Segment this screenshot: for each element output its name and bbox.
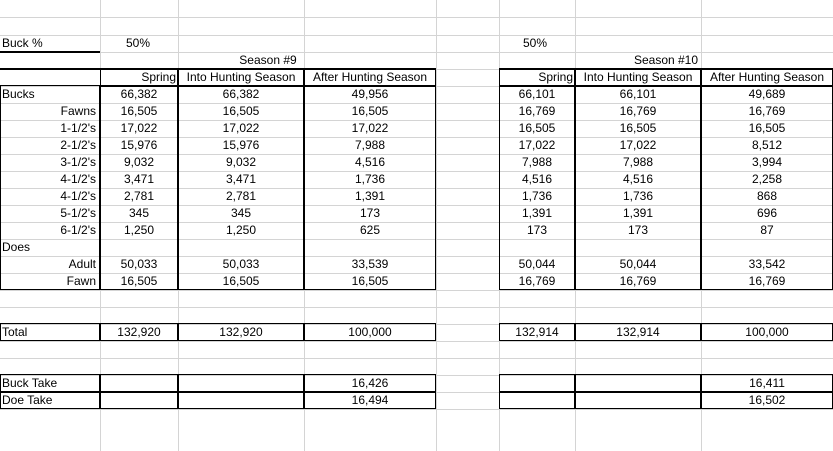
season9-spring-cell[interactable]: 2,781: [123, 189, 155, 203]
season10-spring-cell[interactable]: 16,769: [518, 274, 556, 288]
season9-buck-take[interactable]: 16,426: [351, 376, 389, 390]
season10-spring-cell[interactable]: 173: [526, 223, 548, 237]
season9-into-hunting-cell[interactable]: 16,505: [222, 104, 260, 118]
row-label[interactable]: Adult: [68, 257, 96, 271]
season10-after-hunting-cell[interactable]: [701, 239, 833, 256]
season10-into-hunting-cell[interactable]: 173: [627, 223, 649, 237]
buck-pct-season9[interactable]: 50%: [126, 36, 151, 50]
season10-after-hunting-cell[interactable]: 16,769: [748, 104, 786, 118]
season10-spring-cell[interactable]: 7,988: [521, 155, 553, 169]
season10-spring-cell[interactable]: 66,101: [518, 87, 556, 101]
season10-spring-cell[interactable]: [499, 239, 575, 256]
season10-into-hunting-cell[interactable]: 4,516: [622, 172, 654, 186]
season9-after-hunting-cell[interactable]: 17,022: [351, 121, 389, 135]
season9-after-hunting-cell[interactable]: 4,516: [354, 155, 386, 169]
row-label[interactable]: Fawn: [66, 274, 96, 288]
doe-take-label[interactable]: Doe Take: [2, 393, 53, 407]
season9-after-hunting-cell[interactable]: 7,988: [354, 138, 386, 152]
season10-into-hunting-cell[interactable]: 7,988: [622, 155, 654, 169]
season9-total-after-hunting[interactable]: 100,000: [348, 325, 392, 339]
season10-into-hunting-cell[interactable]: 66,101: [619, 87, 657, 101]
season10-header-spring: Spring: [538, 70, 573, 84]
season9-into-hunting-cell[interactable]: 15,976: [222, 138, 260, 152]
season9-header-after-hunting: After Hunting Season: [312, 70, 428, 84]
season10-after-hunting-cell[interactable]: 2,258: [751, 172, 783, 186]
season10-after-hunting-cell[interactable]: 696: [756, 206, 778, 220]
season9-into-hunting-cell[interactable]: 2,781: [225, 189, 257, 203]
row-label[interactable]: 3-1/2's: [60, 155, 96, 169]
season9-spring-cell[interactable]: 66,382: [120, 87, 158, 101]
season10-after-hunting-cell[interactable]: 16,505: [748, 121, 786, 135]
season9-into-hunting-cell[interactable]: 9,032: [225, 155, 257, 169]
season9-spring-cell[interactable]: [100, 239, 178, 256]
season9-header-into-hunting: Into Hunting Season: [186, 70, 296, 84]
season9-spring-cell[interactable]: 16,505: [120, 274, 158, 288]
season10-after-hunting-cell[interactable]: 16,769: [748, 274, 786, 288]
season10-spring-cell[interactable]: 50,044: [518, 257, 556, 271]
season9-total-into-hunting[interactable]: 132,920: [219, 325, 263, 339]
row-label[interactable]: Does: [2, 240, 31, 254]
season9-total-spring[interactable]: 132,920: [117, 325, 161, 339]
season10-into-hunting-cell[interactable]: [575, 239, 701, 256]
season9-after-hunting-cell[interactable]: 16,505: [351, 274, 389, 288]
gridline-horizontal: [0, 341, 833, 342]
season9-spring-cell[interactable]: 1,250: [123, 223, 155, 237]
season9-after-hunting-cell[interactable]: [304, 239, 436, 256]
season9-spring-cell[interactable]: 16,505: [120, 104, 158, 118]
season10-spring-cell[interactable]: 1,391: [521, 206, 553, 220]
season9-into-hunting-cell[interactable]: 3,471: [225, 172, 257, 186]
season9-spring-cell[interactable]: 50,033: [120, 257, 158, 271]
season9-after-hunting-cell[interactable]: 1,736: [354, 172, 386, 186]
season10-into-hunting-cell[interactable]: 50,044: [619, 257, 657, 271]
season9-into-hunting-cell[interactable]: 16,505: [222, 274, 260, 288]
season9-spring-cell[interactable]: 3,471: [123, 172, 155, 186]
season10-title: Season #10: [633, 53, 699, 67]
row-label[interactable]: 1-1/2's: [60, 121, 96, 135]
season10-after-hunting-cell[interactable]: 868: [756, 189, 778, 203]
season9-after-hunting-cell[interactable]: 173: [359, 206, 381, 220]
row-label[interactable]: Bucks: [2, 87, 35, 101]
season10-total-into-hunting[interactable]: 132,914: [616, 325, 660, 339]
row-label[interactable]: 4-1/2's: [60, 189, 96, 203]
row-label[interactable]: 2-1/2's: [60, 138, 96, 152]
season10-into-hunting-cell[interactable]: 1,391: [622, 206, 654, 220]
gridline-horizontal: [0, 290, 833, 291]
gridline-horizontal: [0, 17, 833, 18]
season10-buck-take[interactable]: 16,411: [749, 376, 785, 390]
gridline-horizontal: [0, 409, 833, 410]
season9-into-hunting-cell[interactable]: 50,033: [222, 257, 260, 271]
buck-pct-label[interactable]: Buck %: [2, 36, 43, 50]
season9-spring-cell[interactable]: 345: [128, 206, 150, 220]
season10-after-hunting-cell[interactable]: 33,542: [748, 257, 786, 271]
gridline-horizontal: [0, 358, 833, 359]
season10-after-hunting-cell[interactable]: 8,512: [751, 138, 783, 152]
season10-header-after-hunting: After Hunting Season: [709, 70, 825, 84]
season10-spring-cell[interactable]: 4,516: [521, 172, 553, 186]
gridline-horizontal: [0, 307, 833, 308]
season9-spring-cell[interactable]: 9,032: [123, 155, 155, 169]
season10-after-hunting-cell[interactable]: 49,689: [748, 87, 786, 101]
row-label[interactable]: 5-1/2's: [60, 206, 96, 220]
season10-doe-take[interactable]: 16,502: [748, 393, 786, 407]
season10-into-hunting-cell[interactable]: 1,736: [622, 189, 654, 203]
buck-pct-season10[interactable]: 50%: [523, 36, 548, 50]
season10-spring-cell[interactable]: 16,505: [518, 121, 556, 135]
season10-into-hunting-cell[interactable]: 16,769: [619, 104, 657, 118]
season9-after-hunting-cell[interactable]: 625: [359, 223, 381, 237]
season10-spring-cell[interactable]: 17,022: [518, 138, 556, 152]
season9-into-hunting-cell[interactable]: 17,022: [222, 121, 260, 135]
season10-into-hunting-cell[interactable]: 17,022: [619, 138, 657, 152]
season10-into-hunting-cell[interactable]: 16,769: [619, 274, 657, 288]
row-label[interactable]: 6-1/2's: [60, 223, 96, 237]
season9-into-hunting-cell[interactable]: 345: [230, 206, 252, 220]
season10-spring-cell[interactable]: 1,736: [521, 189, 553, 203]
season9-into-hunting-cell[interactable]: 66,382: [222, 87, 260, 101]
season9-header-spring: Spring: [141, 70, 176, 84]
season9-spring-cell[interactable]: 17,022: [120, 121, 158, 135]
gridline-vertical: [436, 0, 437, 451]
season10-after-hunting-cell[interactable]: 87: [760, 223, 774, 237]
season9-into-hunting-cell[interactable]: [178, 239, 304, 256]
season9-after-hunting-cell[interactable]: 16,505: [351, 104, 389, 118]
total-label[interactable]: Total: [2, 325, 28, 339]
season10-header-into-hunting: Into Hunting Season: [583, 70, 693, 84]
season10-spring-cell[interactable]: 16,769: [518, 104, 556, 118]
season9-after-hunting-cell[interactable]: 1,391: [354, 189, 386, 203]
row-label[interactable]: 4-1/2's: [60, 172, 96, 186]
season9-doe-take[interactable]: 16,494: [351, 393, 389, 407]
row-label[interactable]: Fawns: [60, 104, 96, 118]
season10-after-hunting-cell[interactable]: 3,994: [751, 155, 783, 169]
season10-total-after-hunting[interactable]: 100,000: [745, 325, 789, 339]
season9-title: Season #9: [239, 53, 297, 67]
season10-into-hunting-cell[interactable]: 16,505: [619, 121, 657, 135]
season9-into-hunting-cell[interactable]: 1,250: [225, 223, 257, 237]
season10-total-spring[interactable]: 132,914: [515, 325, 559, 339]
season9-after-hunting-cell[interactable]: 33,539: [351, 257, 389, 271]
buck-take-label[interactable]: Buck Take: [2, 376, 58, 390]
season9-after-hunting-cell[interactable]: 49,956: [351, 87, 389, 101]
season9-spring-cell[interactable]: 15,976: [120, 138, 158, 152]
